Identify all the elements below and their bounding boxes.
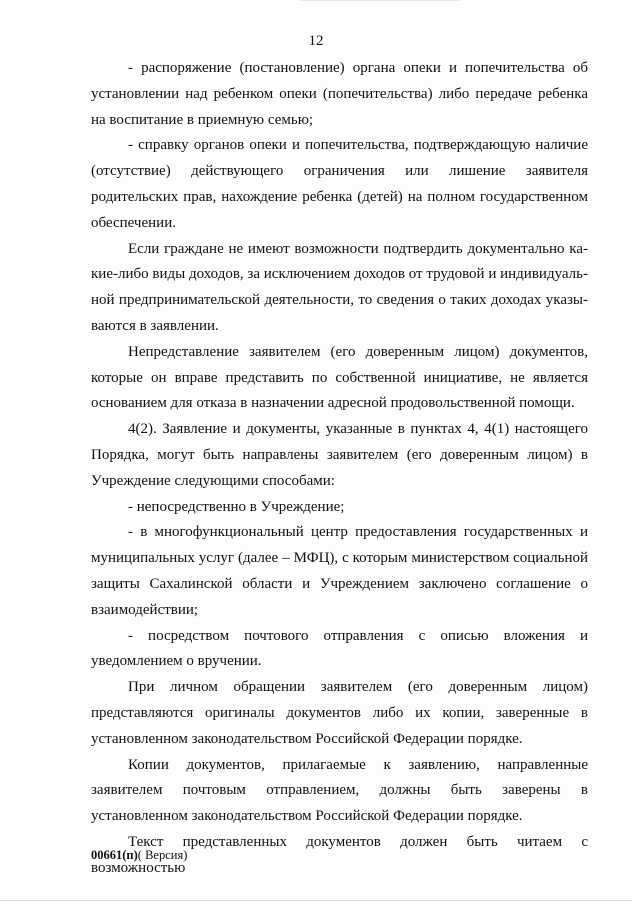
document-code: 00661(п) xyxy=(91,848,138,862)
paragraph-non-submission: Непредставление заявителем (его доверенным лицом) документов, которые он вправе представить по собственной инициативе, не является основанием для отказа в назначении адресной продовольственной помощи. xyxy=(91,343,588,412)
scan-artifact-top xyxy=(300,0,460,1)
paragraph-personal-appeal: При личном обращении заявителем (его доверенным лицом) представляются оригиналы документов либо их копии, заверенные в установленном законодательством Российской Федерации порядке. xyxy=(91,679,588,747)
document-body xyxy=(91,56,588,882)
paragraph-readability: Текст представленных документов должен быть читаем с возможностью xyxy=(91,833,588,876)
document-version: ( Версия) xyxy=(137,848,188,862)
scan-artifact-bottom xyxy=(0,900,632,901)
page-number: 12 xyxy=(308,33,324,49)
paragraph-method-direct: - непосредственно в Учреждение; xyxy=(128,498,345,515)
paragraph-guardianship-order: - распоряжение (постановление) органа опеки и попечительства об установлении над ребенком опеки (попечительства) либо передаче ребенка на воспитание в приемную семью; xyxy=(91,60,588,128)
paragraph-postal-copies: Копии документов, прилагаемые к заявлению, направленные заявителем почтовым отправлением, должны быть заверены в установленном законодательством Российской Федерации порядке. xyxy=(91,756,588,825)
paragraph-method-post: - посредством почтового отправления с описью вложения и уведомлением о вручении. xyxy=(91,627,588,670)
paragraph-guardianship-certificate: - справку органов опеки и попечительства, подтверждающую наличие (отсутствие) действующего ограничения или лишение заявителя родительских прав, нахождение ребенка (детей) на полном государственном обеспечении. xyxy=(91,137,588,231)
paragraph-submission-methods: 4(2). Заявление и документы, указанные в пунктах 4, 4(1) настоящего Порядка, могут быть направлены заявителем (его доверенным лицом) в Учреждение следующими способами: xyxy=(91,421,588,489)
document-footer xyxy=(91,848,187,863)
paragraph-method-mfc: - в многофункциональный центр предоставления государственных и муниципальных услуг (далее – МФЦ), с которым министерством социальной защиты Сахалинской области и Учреждением заключено соглашение о взаимодействии; xyxy=(91,524,588,618)
paragraph-income-declaration: Если граждане не имеют возможности подтвердить документально какие-либо виды доходов, за исключением доходов от трудовой и индивидуальной предпринимательской деятельности, то сведения о таких доходах указываются в заявлении. xyxy=(91,240,588,334)
